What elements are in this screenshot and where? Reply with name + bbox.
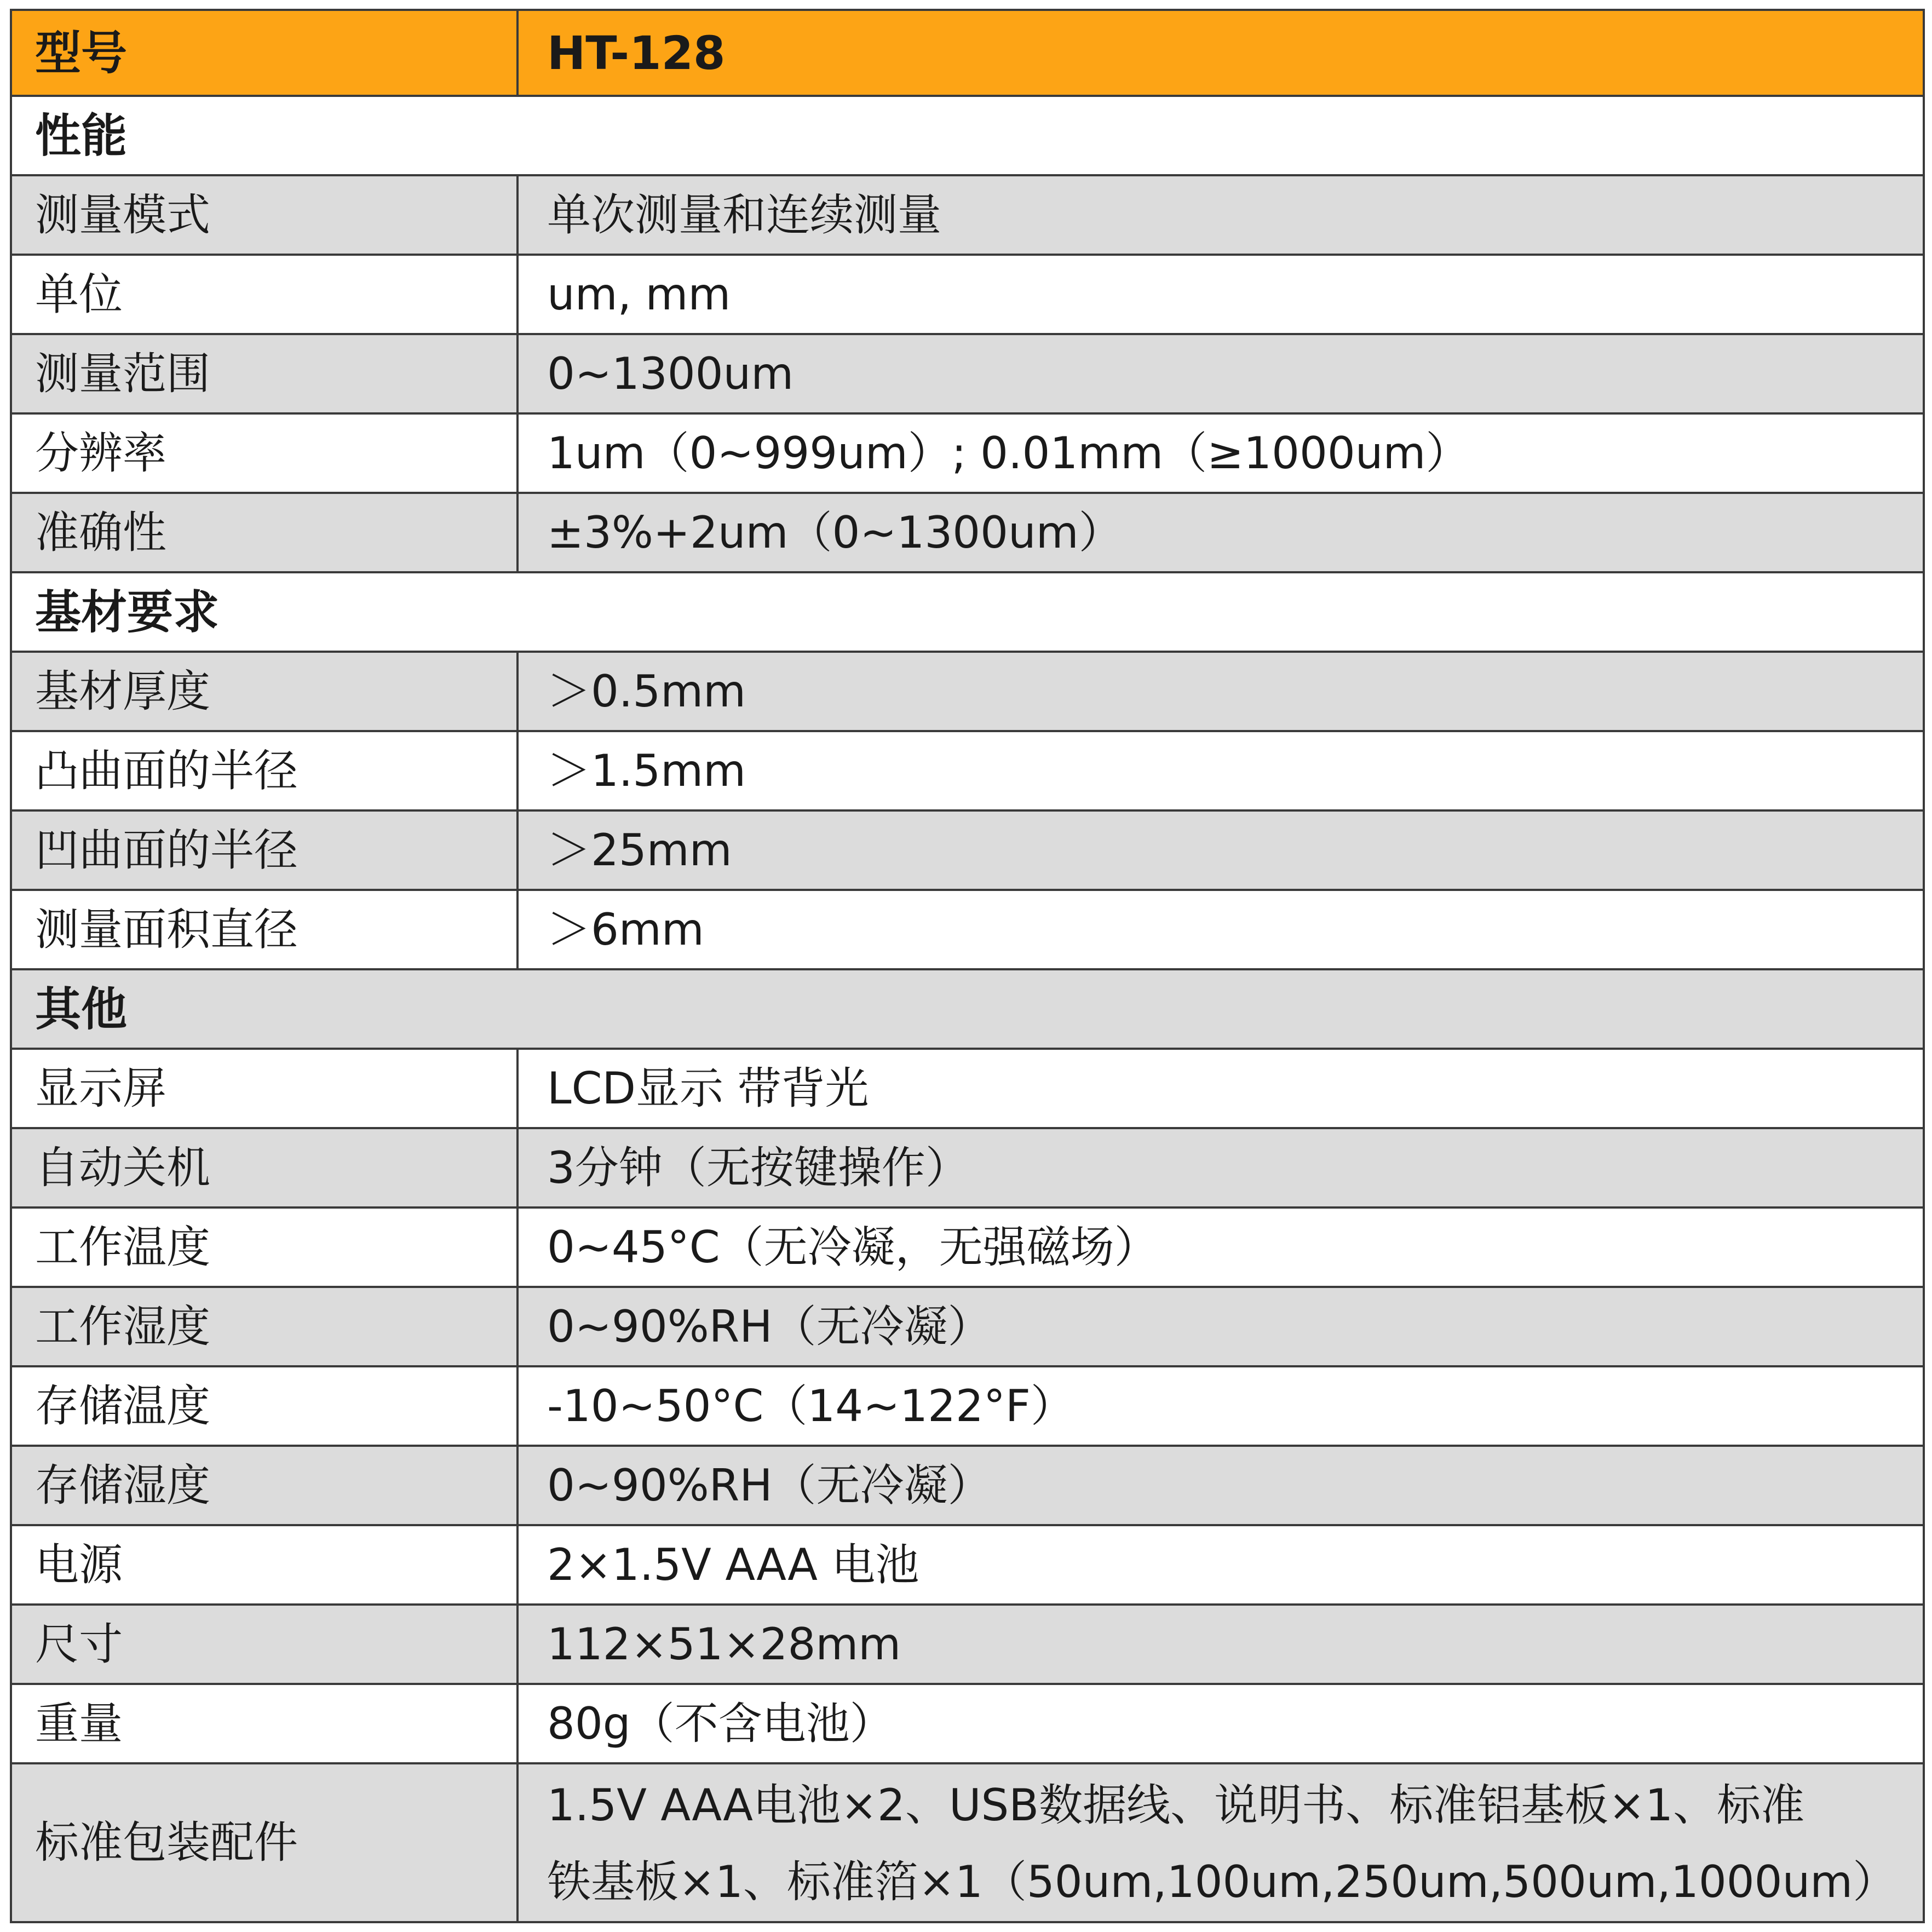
accessories-line-1: 1.5V AAA电池×2、USB数据线、说明书、标准铝基板×1、标准 [547,1780,1805,1831]
spec-value: 1um（0~999um）; 0.01mm（≥1000um） [518,413,1924,493]
spec-label: 工作湿度 [11,1287,518,1366]
spec-label: 分辨率 [11,413,518,493]
spec-row [11,175,1924,255]
spec-value: ＞25mm [518,810,1924,890]
spec-row [11,652,1924,731]
accessories-value [518,1763,1924,1922]
spec-value: LCD显示 带背光 [518,1049,1924,1128]
spec-row [11,1287,1924,1366]
spec-value: ＞0.5mm [518,652,1924,731]
spec-label: 显示屏 [11,1049,518,1128]
spec-label: 测量模式 [11,175,518,255]
accessories-line-2: 铁基板×1、标准箔×1（50um,100um,250um,500um,1000um） [547,1856,1897,1907]
spec-label: 凸曲面的半径 [11,731,518,810]
spec-row [11,1208,1924,1287]
spec-value: 0~90%RH（无冷凝） [518,1287,1924,1366]
section-heading-row [11,96,1924,175]
spec-row [11,334,1924,413]
section-title-performance: 性能 [11,96,1924,175]
section-heading-row [11,572,1924,652]
spec-label: 重量 [11,1684,518,1763]
spec-value: -10~50°C（14~122°F） [518,1366,1924,1446]
spec-label: 存储温度 [11,1366,518,1446]
spec-label: 准确性 [11,493,518,572]
spec-value: 0~1300um [518,334,1924,413]
spec-row [11,413,1924,493]
spec-label: 尺寸 [11,1605,518,1684]
spec-value: 单次测量和连续测量 [518,175,1924,255]
spec-value: 2×1.5V AAA 电池 [518,1525,1924,1605]
spec-label: 测量范围 [11,334,518,413]
spec-label: 基材厚度 [11,652,518,731]
spec-row [11,1446,1924,1525]
section-title-substrate: 基材要求 [11,572,1924,652]
spec-label: 标准包装配件 [11,1763,518,1922]
spec-label: 电源 [11,1525,518,1605]
spec-row [11,731,1924,810]
spec-value: um, mm [518,255,1924,334]
spec-value: 0~90%RH（无冷凝） [518,1446,1924,1525]
spec-value: ±3%+2um（0~1300um） [518,493,1924,572]
model-number: HT-128 [518,10,1924,96]
spec-row [11,255,1924,334]
spec-value: 0~45°C（无冷凝，无强磁场） [518,1208,1924,1287]
spec-label: 自动关机 [11,1128,518,1208]
spec-table [10,9,1925,1923]
spec-row [11,1128,1924,1208]
header-row [11,10,1924,96]
spec-value: ＞1.5mm [518,731,1924,810]
header-label: 型号 [11,10,518,96]
spec-value: 3分钟（无按键操作） [518,1128,1924,1208]
spec-label: 单位 [11,255,518,334]
spec-label: 凹曲面的半径 [11,810,518,890]
spec-value: 80g（不含电池） [518,1684,1924,1763]
spec-label: 工作温度 [11,1208,518,1287]
spec-value: ＞6mm [518,890,1924,969]
spec-row [11,1366,1924,1446]
section-heading-row [11,969,1924,1049]
spec-row [11,890,1924,969]
spec-value: 112×51×28mm [518,1605,1924,1684]
spec-row [11,493,1924,572]
spec-label: 存储湿度 [11,1446,518,1525]
spec-row [11,1049,1924,1128]
spec-row-accessories [11,1763,1924,1922]
section-title-other: 其他 [11,969,1924,1049]
spec-row [11,810,1924,890]
spec-label: 测量面积直径 [11,890,518,969]
spec-row [11,1525,1924,1605]
spec-row [11,1605,1924,1684]
spec-row [11,1684,1924,1763]
